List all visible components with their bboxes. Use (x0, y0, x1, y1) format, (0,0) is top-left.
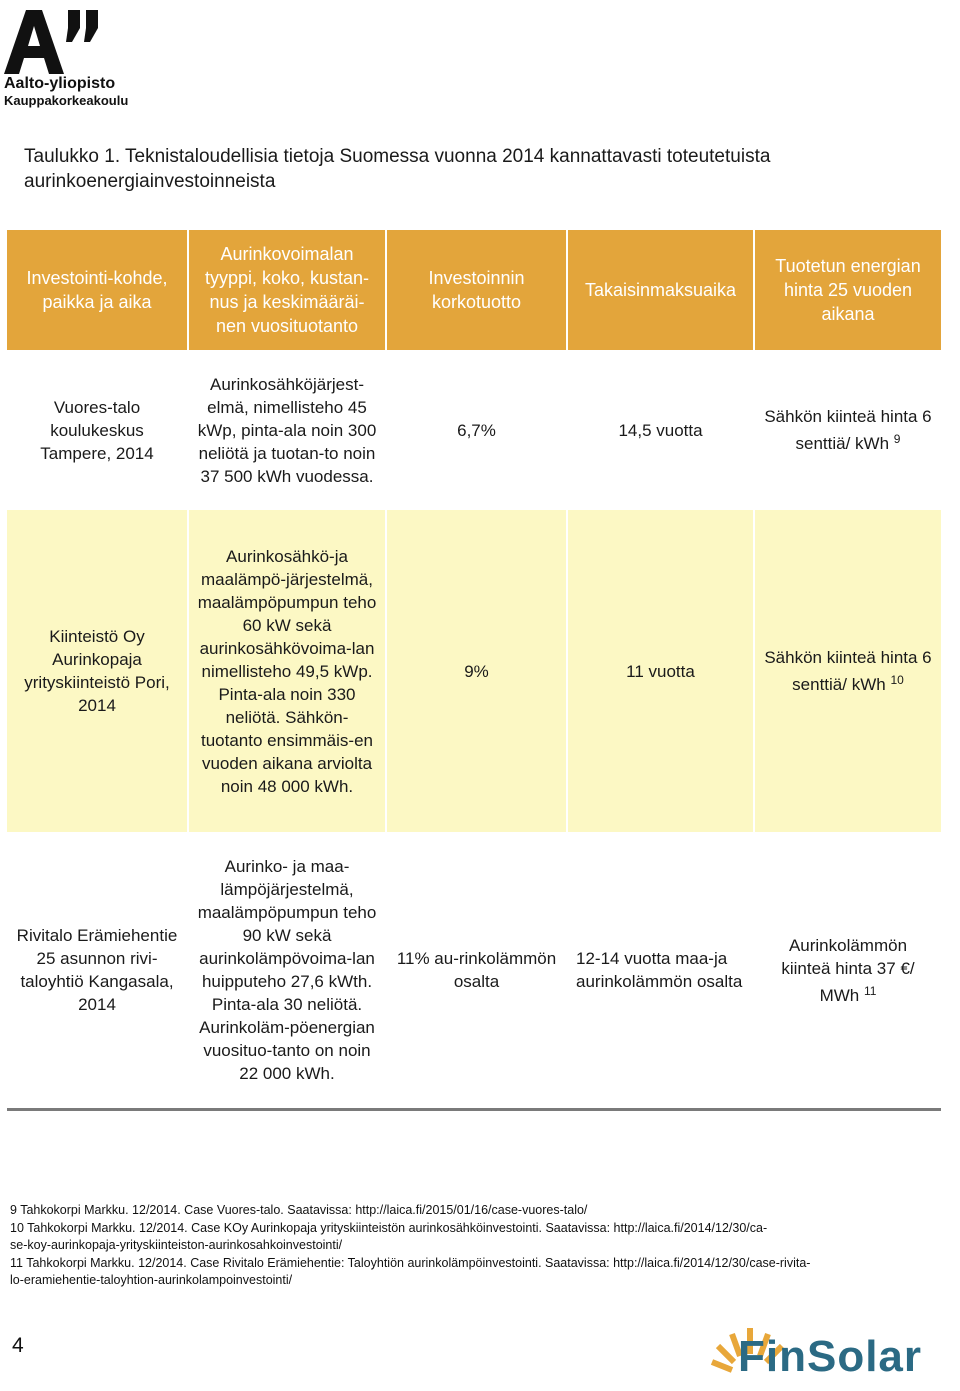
cell-price (754, 510, 941, 832)
price-text: Aurinkolämmön kiinteä hinta 37 €/ MWh (781, 935, 915, 1005)
footnote-ref: 10 (890, 673, 904, 687)
cell-payback: 11 vuotta (567, 510, 754, 832)
footnote-ref: 9 (893, 432, 901, 446)
table-caption: Taulukko 1. Teknistaloudellisia tietoja Suomessa vuonna 2014 kannattavasti toteutetuista aurinkoenergiainvestoinneista (24, 146, 771, 192)
table-row (7, 832, 941, 1110)
header-target: Investointi-kohde, paikka ja aika (7, 230, 188, 350)
footnotes (10, 1202, 940, 1290)
header-plant: Aurinkovoimalan tyyppi, koko, kustan-nus ja keskimääräi-nen vuosituotanto (188, 230, 386, 350)
cell-return: 6,7% (386, 350, 567, 510)
cell-price (754, 832, 941, 1110)
table-row (7, 510, 941, 832)
cell-payback: 14,5 vuotta (567, 350, 754, 510)
header-price: Tuotetun energian hinta 25 vuoden aikana (754, 230, 941, 350)
logo-school-name: Kauppakorkeakoulu (4, 93, 129, 108)
footnote-line: lo-eramiehentie-taloyhtion-aurinkolampoinvestointi/ (10, 1273, 293, 1287)
cell-plant: Aurinko- ja maa-lämpöjärjestelmä, maalämpöpumpun teho 90 kW sekä aurinkolämpövoima-lan huipputeho 27,6 kWth. Pinta-ala 30 neliötä. Aurinkoläm-pöenergian vuosituo-tanto on noin 22 000 kWh. (188, 832, 386, 1110)
price-text: Sähkön kiinteä hinta 6 senttiä/ kWh (764, 648, 932, 694)
footnote-ref: 11 (863, 983, 877, 998)
cell-target: Vuores-talo koulukeskus Tampere, 2014 (7, 350, 188, 510)
header-return: Investoinnin korkotuotto (386, 230, 567, 350)
cell-target: Kiinteistö Oy Aurinkopaja yrityskiinteistö Pori, 2014 (7, 510, 188, 832)
investment-table (7, 230, 941, 1111)
footnote-line: 10 Tahkokorpi Markku. 12/2014. Case KOy Aurinkopaja yrityskiinteistön aurinkosähköinvestointi. Saatavissa: http://laica.fi/2014/12/30/ca- (10, 1220, 768, 1235)
cell-plant: Aurinkosähköjärjest-elmä, nimellisteho 45 kWp, pinta-ala noin 300 neliötä ja tuotan-to noin 37 500 kWh vuodessa. (188, 350, 386, 510)
cell-target: Rivitalo Erämiehentie 25 asunnon rivi-taloyhtiö Kangasala, 2014 (7, 832, 188, 1110)
page-number: 4 (12, 1334, 24, 1357)
finsolar-logo-text: FinSolar (738, 1332, 923, 1381)
price-text: Sähkön kiinteä hinta 6 senttiä/ kWh (764, 407, 932, 453)
cell-price (754, 350, 941, 510)
footnote-line: 11 Tahkokorpi Markku. 12/2014. Case Rivitalo Erämiehentie: Taloyhtiön aurinkolämpöinvestointi. Saatavissa: http://laica.fi/2014/12/30/case-rivita- (10, 1255, 811, 1270)
logo-university-name: Aalto-yliopisto (4, 75, 116, 92)
cell-plant: Aurinkosähkö-ja maalämpö-järjestelmä, maalämpöpumpun teho 60 kW sekä aurinkosähkövoima-lan nimellisteho 49,5 kWp. Pinta-ala noin 330 neliötä. Sähkön-tuotanto ensimmäis-en vuoden aikana arviolta noin 48 000 kWh. (188, 510, 386, 832)
table-header-row (7, 230, 941, 350)
cell-return: 9% (386, 510, 567, 832)
table-row (7, 350, 941, 510)
footnote-line: 9 Tahkokorpi Markku. 12/2014. Case Vuores-talo. Saatavissa: http://laica.fi/2015/01/16/case-vuores-talo/ (10, 1203, 588, 1217)
cell-payback: 12-14 vuotta maa-ja aurinkolämmön osalta (567, 832, 754, 1110)
header-payback: Takaisinmaksuaika (567, 230, 754, 350)
aalto-logo-mark-icon (2, 8, 112, 76)
footnote-line: se-koy-aurinkopaja-yrityskiinteiston-aurinkosahkoinvestointi/ (10, 1238, 343, 1252)
cell-return: 11% au-rinkolämmön osalta (386, 832, 567, 1110)
